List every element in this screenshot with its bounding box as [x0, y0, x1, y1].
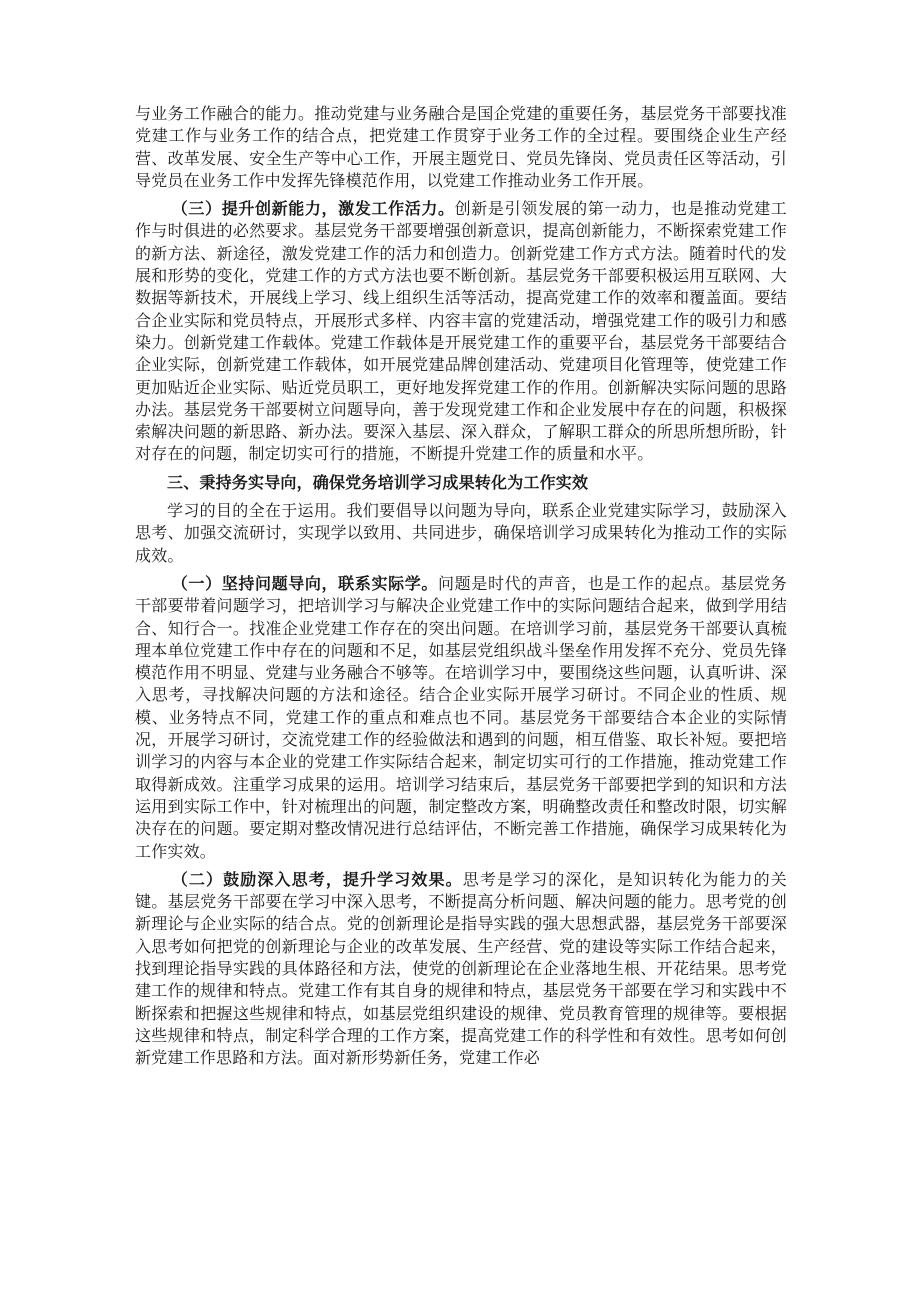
paragraph-lead: （一）坚持问题导向，联系实际学。	[171, 573, 439, 593]
paragraph-body: 学习的目的全在于运用。我们要倡导以问题为导向，联系企业党建实际学习，鼓励深入思考、加强交流研讨，实现学以致用、共同进步，确保培训学习成果转化为推动工作的实际成效。	[135, 501, 787, 565]
paragraph-lead: （三）提升创新能力，激发工作活力。	[171, 199, 455, 219]
paragraph-continued	[135, 103, 787, 192]
paragraph-body: 与业务工作融合的能力。推动党建与业务融合是国企党建的重要任务，基层党务干部要找准党建工作与业务工作的结合点，把党建工作贯穿于业务工作的全过程。要围绕企业生产经营、改革发展、安全生产等中心工作，开展主题党日、党员先锋岗、党员责任区等活动，引导党员在业务工作中发挥先锋模范作用，以党建工作推动业务工作开展。	[135, 104, 787, 190]
section-heading: 三、秉持务实导向，确保党务培训学习成果转化为工作实效	[167, 472, 589, 492]
paragraph-deep-thinking	[135, 869, 787, 1070]
paragraph-body: 思考是学习的深化，是知识转化为能力的关键。基层党务干部要在学习中深入思考，不断提高分析问题、解决问题的能力。思考党的创新理论与企业实际的结合点。党的创新理论是指导实践的强大思想武器，基层党务干部要深入思考如何把党的创新理论与企业的改革发展、生产经营、党的建设等实际工作结合起来，找到理论指导实践的具体路径和方法，使党的创新理论在企业落地生根、开花结果。思考党建工作的规律和特点。党建工作有其自身的规律和特点，基层党务干部要在学习和实践中不断探索和把握这些规律和特点，如基层党组织建设的规律、党员教育管理的规律等。要根据这些规律和特点，制定科学合理的工作方案，提高党建工作的科学性和有效性。思考如何创新党建工作思路和方法。面对新形势新任务，党建工作必	[135, 869, 787, 1068]
paragraph-lead: （二）鼓励深入思考，提升学习效果。	[171, 869, 463, 889]
paragraph-problem-oriented	[135, 573, 787, 863]
paragraph-innovation	[135, 198, 787, 466]
paragraph-body: 创新是引领发展的第一动力，也是推动党建工作与时俱进的必然要求。基层党务干部要增强创新意识，提高创新能力，不断探索党建工作的新方法、新途径，激发党建工作的活力和创造力。创新党建工作方式方法。随着时代的发展和形势的变化，党建工作的方式方法也要不断创新。基层党务干部要积极运用互联网、大数据等新技术，开展线上学习、线上组织生活等活动，提高党建工作的效率和覆盖面。要结合企业实际和党员特点，开展形式多样、内容丰富的党建活动，增强党建工作的吸引力和感染力。创新党建工作载体。党建工作载体是开展党建工作的重要平台，基层党务干部要结合企业实际，创新党建工作载体，如开展党建品牌创建活动、党建项目化管理等，使党建工作更加贴近企业实际、贴近党员职工，更好地发挥党建工作的作用。创新解决实际问题的思路办法。基层党务干部要树立问题导向，善于发现党建工作和企业发展中存在的问题，积极探索解决问题的新思路、新办法。要深入基层、深入群众，了解职工群众的所思所想所盼，针对存在的问题，制定切实可行的措施，不断提升党建工作的质量和水平。	[135, 199, 787, 464]
paragraph-body: 问题是时代的声音，也是工作的起点。基层党务干部要带着问题学习，把培训学习与解决企业党建工作中的实际问题结合起来，做到学用结合、知行合一。找准企业党建工作存在的突出问题。在培训学习前，基层党务干部要认真梳理本单位党建工作中存在的问题和不足，如基层党组织战斗堡垒作用发挥不充分、党员先锋模范作用不明显、党建与业务融合不够等。在培训学习中，要围绕这些问题，认真听讲、深入思考，寻找解决问题的方法和途径。结合企业实际开展学习研讨。不同企业的性质、规模、业务特点不同，党建工作的重点和难点也不同。基层党务干部要结合本企业的实际情况，开展学习研讨，交流党建工作的经验做法和遇到的问题，相互借鉴、取长补短。要把培训学习的内容与本企业的党建工作实际结合起来，制定切实可行的工作措施，推动党建工作取得新成效。注重学习成果的运用。培训学习结束后，基层党务干部要把学到的知识和方法运用到实际工作中，针对梳理出的问题，制定整改方案，明确整改责任和整改时限，切实解决存在的问题。要定期对整改情况进行总结评估，不断完善工作措施，确保学习成果转化为工作实效。	[135, 573, 788, 861]
paragraph-intro	[135, 500, 787, 567]
document-page	[135, 103, 787, 1075]
